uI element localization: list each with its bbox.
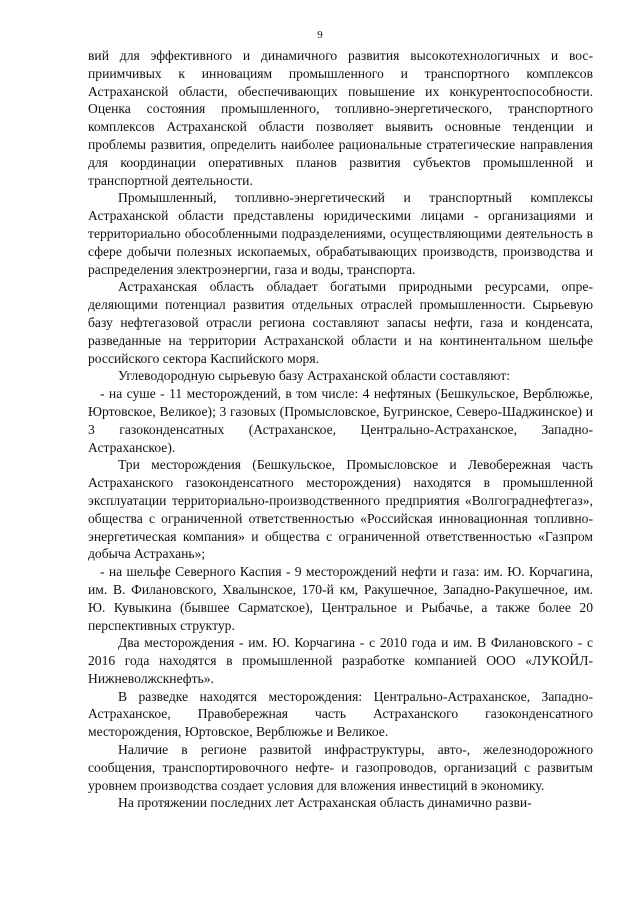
paragraph-2: Промышленный, топливно-энергетический и транспортный комплексы Астраханской области представлены юридическими лицами - организациями и территориально обособленными подразделениями, осуществляющими деятельность в сфере добычи полезных ископаемых, обрабатывающих производств, производства и распределения электроэнергии, газа и воды, транспорта. bbox=[88, 190, 593, 277]
paragraph-8: Два месторождения - им. Ю. Корчагина - с 2010 года и им. В Филановского - с 2016 года находятся в промышленной разработке компанией ООО «ЛУКОЙЛ-Нижневолжскнефть». bbox=[88, 635, 593, 686]
paragraph-9: В разведке находятся месторождения: Центрально-Астраханское, Западно-Астраханское, Правобережная часть Астраханского газоконденсатного месторождения, Юртовское, Верблюжье и Великое. bbox=[88, 688, 593, 740]
paragraph-1: вий для эффективного и динамичного развития высокотехнологичных и восприимчивых к инновациям промышленного и транспортного комплексов Астраханской области, обеспечивающих повышение их конкурентоспособности. Оценка состояния промышленного, топливно-энергетического, транспортного комплексов Астраханской области позволяет выявить основные тенденции и проблемы развития, определить наиболее рациональные стратегические направления для координации оперативных планов развития субъектов промышленной и транспортной деятельности. bbox=[88, 48, 593, 188]
paragraph-10: Наличие в регионе развитой инфраструктуры, авто-, железнодорожного сообщения, транспортировочного нефте- и газопроводов, организаций с развитым уровнем производства создает условия для вложения инвестиций в экономику. bbox=[88, 742, 593, 793]
paragraph-5-onshore-list: - на суше - 11 месторождений, в том числе: 4 нефтяных (Бешкульское, Верблюжье, Юртовское, Великое); 3 газовых (Промысловское, Бугринское, Северо-Шаджинское) и 3 газоконденсатных (Астраханское, Центрально-Астраханское, Западно-Астраханское). bbox=[88, 386, 593, 455]
page-number: 9 bbox=[317, 29, 323, 41]
paragraph-4: Углеводородную сырьевую базу Астраханской области составляют: bbox=[118, 368, 510, 384]
paragraph-3: Астраханская область обладает богатыми природными ресурсами, определяющими потенциал развития отдельных отраслей промышленности. Сырьевую базу нефтегазовой отрасли региона составляют запасы нефти, газа и конденсата, разведанные на территории Астраханской области и на континентальном шельфе российского сектора Каспийского моря. bbox=[88, 279, 593, 366]
paragraph-11: На протяжении последних лет Астраханская область динамично разви- bbox=[118, 795, 532, 811]
paragraph-7-offshore-list: - на шельфе Северного Каспия - 9 месторождений нефти и газа: им. Ю. Корчагина, им. В. Филановского, Хвалынское, 170-й км, Ракушечное, Западно-Ракушечное, им. Ю. Кувыкина (бывшее Сарматское), Центральное и Рыбачье, а также более 20 перспективных структур. bbox=[88, 564, 593, 633]
paragraph-6: Три месторождения (Бешкульское, Промысловское и Левобережная часть Астраханского газоконденсатного месторождения) находятся в промышленной эксплуатации территориально-производственного предприятия «Волгограднефтегаз», общества с ограниченной ответственностью «Российская инновационная топливно-энергетическая компания» и общества с ограниченной ответственностью «Газпром добыча Астрахань»; bbox=[88, 457, 593, 562]
body-text bbox=[88, 47, 593, 812]
